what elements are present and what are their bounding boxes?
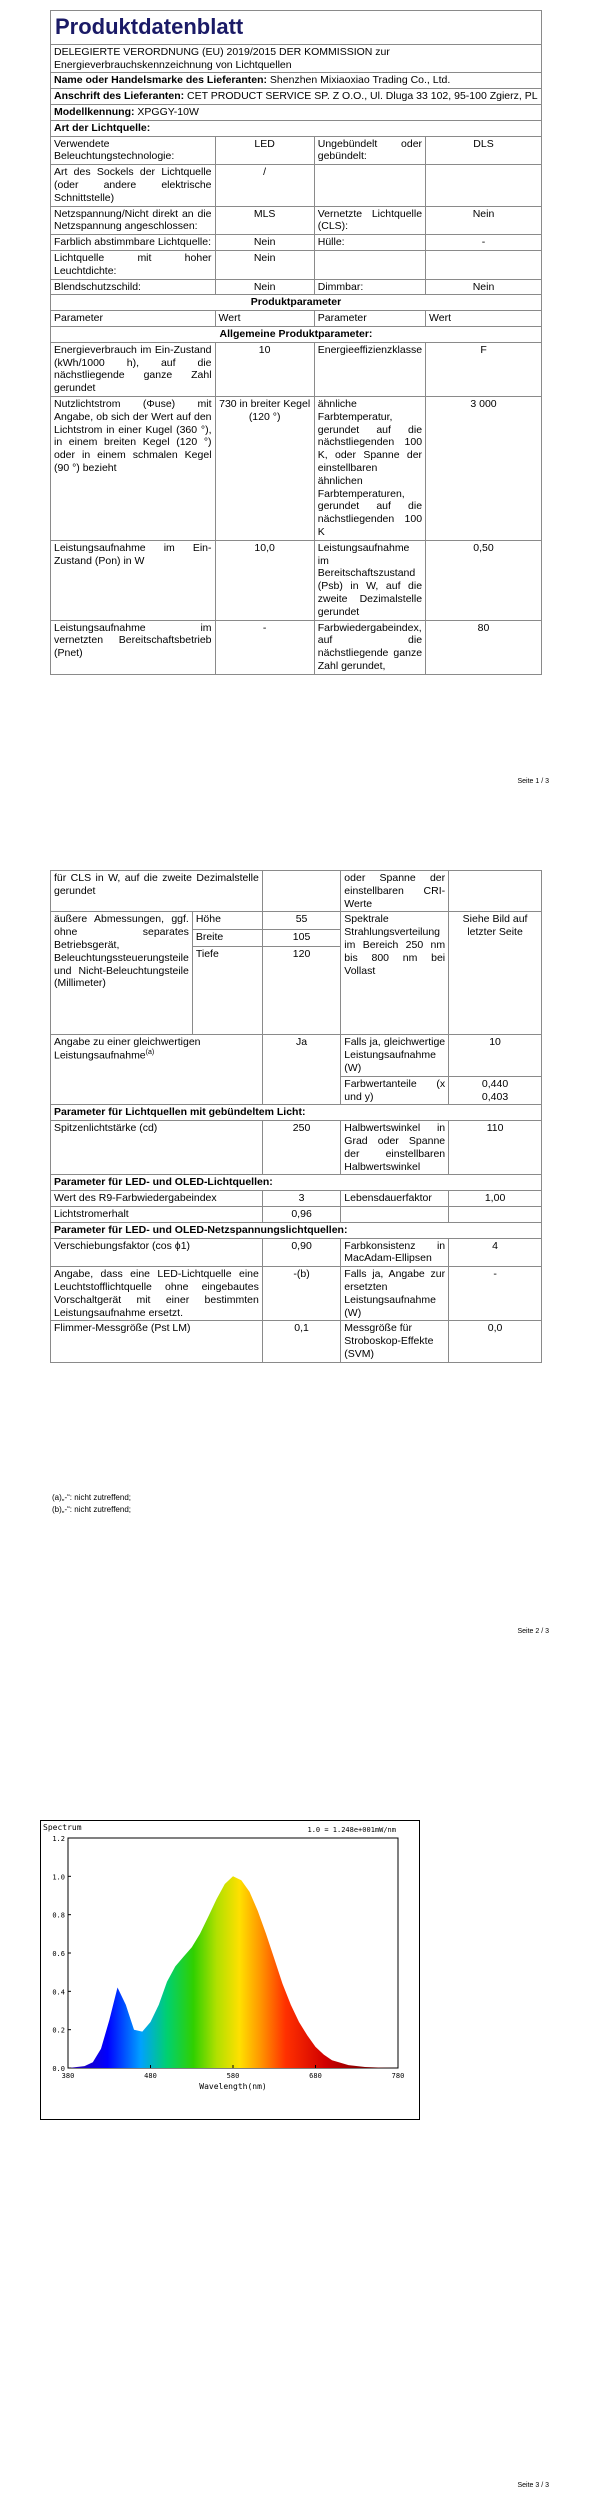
type-label: Blendschutzschild: bbox=[51, 279, 216, 295]
dimension-name: Höhe bbox=[192, 912, 262, 930]
dimension-value: 120 bbox=[262, 947, 340, 1035]
beam-angle-label: Halbwertswinkel in Grad oder Spanne der einstellbaren Halbwertswinkel bbox=[341, 1121, 449, 1175]
param-label: Energieeffizienzklasse bbox=[314, 342, 425, 396]
table-row bbox=[51, 1121, 542, 1175]
type-value: LED bbox=[215, 136, 314, 165]
dimension-value: 55 bbox=[262, 912, 340, 930]
chromaticity-label: Farbwertanteile (x und y) bbox=[341, 1076, 449, 1105]
chromaticity-y: 0,403 bbox=[481, 1090, 509, 1103]
colour-consistency-value: 4 bbox=[449, 1238, 542, 1267]
type-value bbox=[426, 165, 542, 206]
dimension-value: 105 bbox=[262, 929, 340, 947]
supplier-name-label: Name oder Handelsmarke des Lieferanten: bbox=[54, 74, 267, 87]
type-label: Hülle: bbox=[314, 235, 425, 251]
dimensions-label: äußere Abmessungen, ggf. ohne separates Betriebsgerät, Beleuchtungssteuerungsteile und Nicht-Beleuchtungsteile (Millimeter) bbox=[51, 912, 193, 1035]
param-value: 80 bbox=[426, 620, 542, 674]
r9-value: 3 bbox=[262, 1191, 340, 1207]
table-row bbox=[51, 912, 542, 930]
replacement-power-value: - bbox=[449, 1267, 542, 1321]
beam-angle-value: 110 bbox=[449, 1121, 542, 1175]
table-row bbox=[51, 206, 542, 235]
equivalent-power-w-value: 10 bbox=[449, 1035, 542, 1076]
table-row bbox=[51, 871, 542, 912]
r9-label: Wert des R9-Farbwiedergabeindex bbox=[51, 1191, 263, 1207]
column-header: Parameter bbox=[314, 311, 425, 327]
type-value: - bbox=[426, 235, 542, 251]
type-label: Art des Sockels der Lichtquelle (oder andere elektrische Schnittstelle) bbox=[51, 165, 216, 206]
y-tick-label: 0.0 bbox=[52, 2065, 65, 2073]
x-tick-label: 580 bbox=[226, 2072, 240, 2080]
type-value: / bbox=[215, 165, 314, 206]
type-value: Nein bbox=[215, 250, 314, 279]
spectrum-chart bbox=[40, 1820, 420, 2120]
model-label: Modellkennung: bbox=[54, 106, 135, 119]
led-oled-header: Parameter für LED- und OLED-Lichtquellen: bbox=[51, 1175, 542, 1191]
param-value: 10 bbox=[215, 342, 314, 396]
spectral-label: Spektrale Strahlungsverteilung im Bereich 250 nm bis 800 nm bei Vollast bbox=[341, 912, 449, 1035]
stroboscopic-value: 0,0 bbox=[449, 1321, 542, 1362]
table-row bbox=[51, 620, 542, 674]
footnote-b: (b)„-“: nicht zutreffend; bbox=[52, 1505, 131, 1514]
column-header: Wert bbox=[215, 311, 314, 327]
table-row bbox=[51, 235, 542, 251]
param-label: Farbwiedergabeindex, auf die nächstliegende ganze Zahl gerundet, bbox=[314, 620, 425, 674]
param-value: - bbox=[215, 620, 314, 674]
survival-factor-value: 1,00 bbox=[449, 1191, 542, 1207]
document-title: Produktdatenblatt bbox=[51, 11, 542, 45]
table-row bbox=[51, 279, 542, 295]
y-tick-label: 1.2 bbox=[52, 1835, 65, 1843]
supplier-address-label: Anschrift des Lieferanten: bbox=[54, 90, 185, 103]
param-label: oder Spanne der einstellbaren CRI-Werte bbox=[341, 871, 449, 912]
replacement-claim-value: -(b) bbox=[262, 1267, 340, 1321]
page-1 bbox=[0, 0, 591, 790]
param-label: ähnliche Farbtemperatur, gerundet auf die nächstliegenden 100 K, oder Spanne der einstellbaren ähnlichen Farbtemperaturen, gerundet auf die nächstliegenden 100 K bbox=[314, 396, 425, 540]
type-value: Nein bbox=[215, 235, 314, 251]
x-axis-label: Wavelength(nm) bbox=[199, 2082, 267, 2091]
supplier-address: CET PRODUCT SERVICE SP. Z O.O., Ul. Dluga 33 102, 95-100 Zgierz, PL bbox=[187, 90, 538, 103]
param-label: Leistungsaufnahme im Ein-Zustand (Pon) in W bbox=[51, 540, 216, 620]
column-header-row bbox=[51, 311, 542, 327]
colour-consistency-label: Farbkonsistenz in MacAdam-Ellipsen bbox=[341, 1238, 449, 1267]
footnote-marker: (a) bbox=[145, 1049, 155, 1057]
table-row bbox=[51, 1191, 542, 1207]
type-label bbox=[314, 165, 425, 206]
displacement-factor-label: Verschiebungsfaktor (cos ϕ1) bbox=[51, 1238, 263, 1267]
table-row bbox=[51, 1206, 542, 1222]
y-tick-label: 0.8 bbox=[52, 1911, 65, 1920]
param-label: Leistungsaufnahme im vernetzten Bereitschaftsbetrieb (Pnet) bbox=[51, 620, 216, 674]
general-parameters-header: Allgemeine Produktparameter: bbox=[51, 326, 542, 342]
param-value: 730 in breiter Kegel (120 °) bbox=[215, 396, 314, 540]
type-value: Nein bbox=[215, 279, 314, 295]
footnotes bbox=[52, 1492, 131, 1516]
type-label: Dimmbar: bbox=[314, 279, 425, 295]
table-row bbox=[51, 250, 542, 279]
type-label: Ungebündelt oder gebündelt: bbox=[314, 136, 425, 165]
table-row bbox=[51, 342, 542, 396]
page-footer: Seite 2 / 3 bbox=[517, 1628, 549, 1635]
stroboscopic-label: Messgröße für Stroboskop-Effekte (SVM) bbox=[341, 1321, 449, 1362]
product-parameters-header: Produktparameter bbox=[51, 295, 542, 311]
param-label: Nutzlichtstrom (Φuse) mit Angabe, ob sich der Wert auf den Lichtstrom in einer Kugel (360 °), in einem breiten Kegel (120 °) oder in einem schmalen Kegel (90 °) bezieht bbox=[51, 396, 216, 540]
equivalent-power-value: Ja bbox=[262, 1035, 340, 1105]
type-label: Vernetzte Lichtquelle (CLS): bbox=[314, 206, 425, 235]
param-value: 3 000 bbox=[426, 396, 542, 540]
column-header: Parameter bbox=[51, 311, 216, 327]
light-source-type-header: Art der Lichtquelle: bbox=[51, 120, 542, 136]
param-label: Energieverbrauch im Ein-Zustand (kWh/1000 h), auf die nächstliegende ganze Zahl gerundet bbox=[51, 342, 216, 396]
product-sheet-table-page1 bbox=[50, 10, 542, 675]
mains-header: Parameter für LED- und OLED-Netzspannungslichtquellen: bbox=[51, 1222, 542, 1238]
table-row bbox=[51, 1238, 542, 1267]
type-label: Verwendete Beleuchtungstechnologie: bbox=[51, 136, 216, 165]
table-row bbox=[51, 1267, 542, 1321]
x-tick-label: 680 bbox=[309, 2072, 322, 2080]
replacement-power-label: Falls ja, Angabe zur ersetzten Leistungsaufnahme (W) bbox=[341, 1267, 449, 1321]
displacement-factor-value: 0,90 bbox=[262, 1238, 340, 1267]
y-tick-label: 1.0 bbox=[52, 1873, 65, 1882]
equivalent-power-label: Angabe zu einer gleichwertigen Leistungsaufnahme bbox=[54, 1036, 201, 1062]
table-row bbox=[51, 540, 542, 620]
peak-intensity-label: Spitzenlichtstärke (cd) bbox=[51, 1121, 263, 1175]
product-sheet-table-page2 bbox=[50, 870, 542, 1363]
lumen-maintenance-label: Lichtstromerhalt bbox=[51, 1206, 263, 1222]
dimension-name: Tiefe bbox=[192, 947, 262, 1035]
y-tick-label: 0.2 bbox=[52, 2026, 65, 2035]
table-row bbox=[51, 1035, 542, 1076]
param-value: 10,0 bbox=[215, 540, 314, 620]
column-header: Wert bbox=[426, 311, 542, 327]
supplier-name: Shenzhen Mixiaoxiao Trading Co., Ltd. bbox=[269, 74, 451, 87]
dimension-name: Breite bbox=[192, 929, 262, 947]
page-2 bbox=[0, 860, 591, 1650]
page-footer: Seite 3 / 3 bbox=[517, 2482, 549, 2489]
table-row bbox=[51, 396, 542, 540]
param-value: F bbox=[426, 342, 542, 396]
peak-intensity-value: 250 bbox=[262, 1121, 340, 1175]
directional-header: Parameter für Lichtquellen mit gebündeltem Licht: bbox=[51, 1105, 542, 1121]
flicker-value: 0,1 bbox=[262, 1321, 340, 1362]
type-value: Nein bbox=[426, 206, 542, 235]
table-row bbox=[51, 1321, 542, 1362]
table-row bbox=[51, 136, 542, 165]
flicker-label: Flimmer-Messgröße (Pst LM) bbox=[51, 1321, 263, 1362]
x-tick-label: 380 bbox=[61, 2072, 75, 2080]
table-row bbox=[51, 165, 542, 206]
type-value: Nein bbox=[426, 279, 542, 295]
chart-annotation: 1.0 = 1.248e+001mW/nm bbox=[307, 1826, 396, 1834]
page-footer: Seite 1 / 3 bbox=[517, 778, 549, 785]
y-tick-label: 0.6 bbox=[52, 1950, 65, 1958]
type-value bbox=[426, 250, 542, 279]
x-tick-label: 780 bbox=[391, 2072, 405, 2080]
type-value: MLS bbox=[215, 206, 314, 235]
type-label: Netzspannung/Nicht direkt an die Netzspannung angeschlossen: bbox=[51, 206, 216, 235]
param-label: für CLS in W, auf die zweite Dezimalstelle gerundet bbox=[51, 871, 263, 912]
type-label: Lichtquelle mit hoher Leuchtdichte: bbox=[51, 250, 216, 279]
chromaticity-x: 0,440 bbox=[481, 1077, 509, 1090]
model-id: XPGGY-10W bbox=[137, 106, 199, 119]
type-label bbox=[314, 250, 425, 279]
replacement-claim-label: Angabe, dass eine LED-Lichtquelle eine Leuchtstofflichtquelle ohne eingebautes Vorschaltgerät mit einer bestimmten Leistungsaufnahme ersetzt. bbox=[51, 1267, 263, 1321]
y-tick-label: 0.4 bbox=[52, 1988, 65, 1997]
chart-title: Spectrum bbox=[43, 1823, 82, 1832]
footnote-a: (a)„-“: nicht zutreffend; bbox=[52, 1493, 131, 1502]
param-value: 0,50 bbox=[426, 540, 542, 620]
survival-factor-label: Lebensdauerfaktor bbox=[341, 1191, 449, 1207]
lumen-maintenance-value: 0,96 bbox=[262, 1206, 340, 1222]
type-value: DLS bbox=[426, 136, 542, 165]
page-3 bbox=[0, 1760, 591, 2510]
type-label: Farblich abstimmbare Lichtquelle: bbox=[51, 235, 216, 251]
equivalent-power-w-label: Falls ja, gleichwertige Leistungsaufnahme (W) bbox=[341, 1035, 449, 1076]
param-label: Leistungsaufnahme im Bereitschaftszustand (Psb) in W, auf die zweite Dezimalstelle gerundet bbox=[314, 540, 425, 620]
x-tick-label: 480 bbox=[144, 2072, 157, 2080]
regulation-text: DELEGIERTE VERORDNUNG (EU) 2019/2015 DER KOMMISSION zur Energieverbrauchskennzeichnung von Lichtquellen bbox=[51, 44, 542, 73]
spectral-value: Siehe Bild auf letzter Seite bbox=[449, 912, 542, 1035]
